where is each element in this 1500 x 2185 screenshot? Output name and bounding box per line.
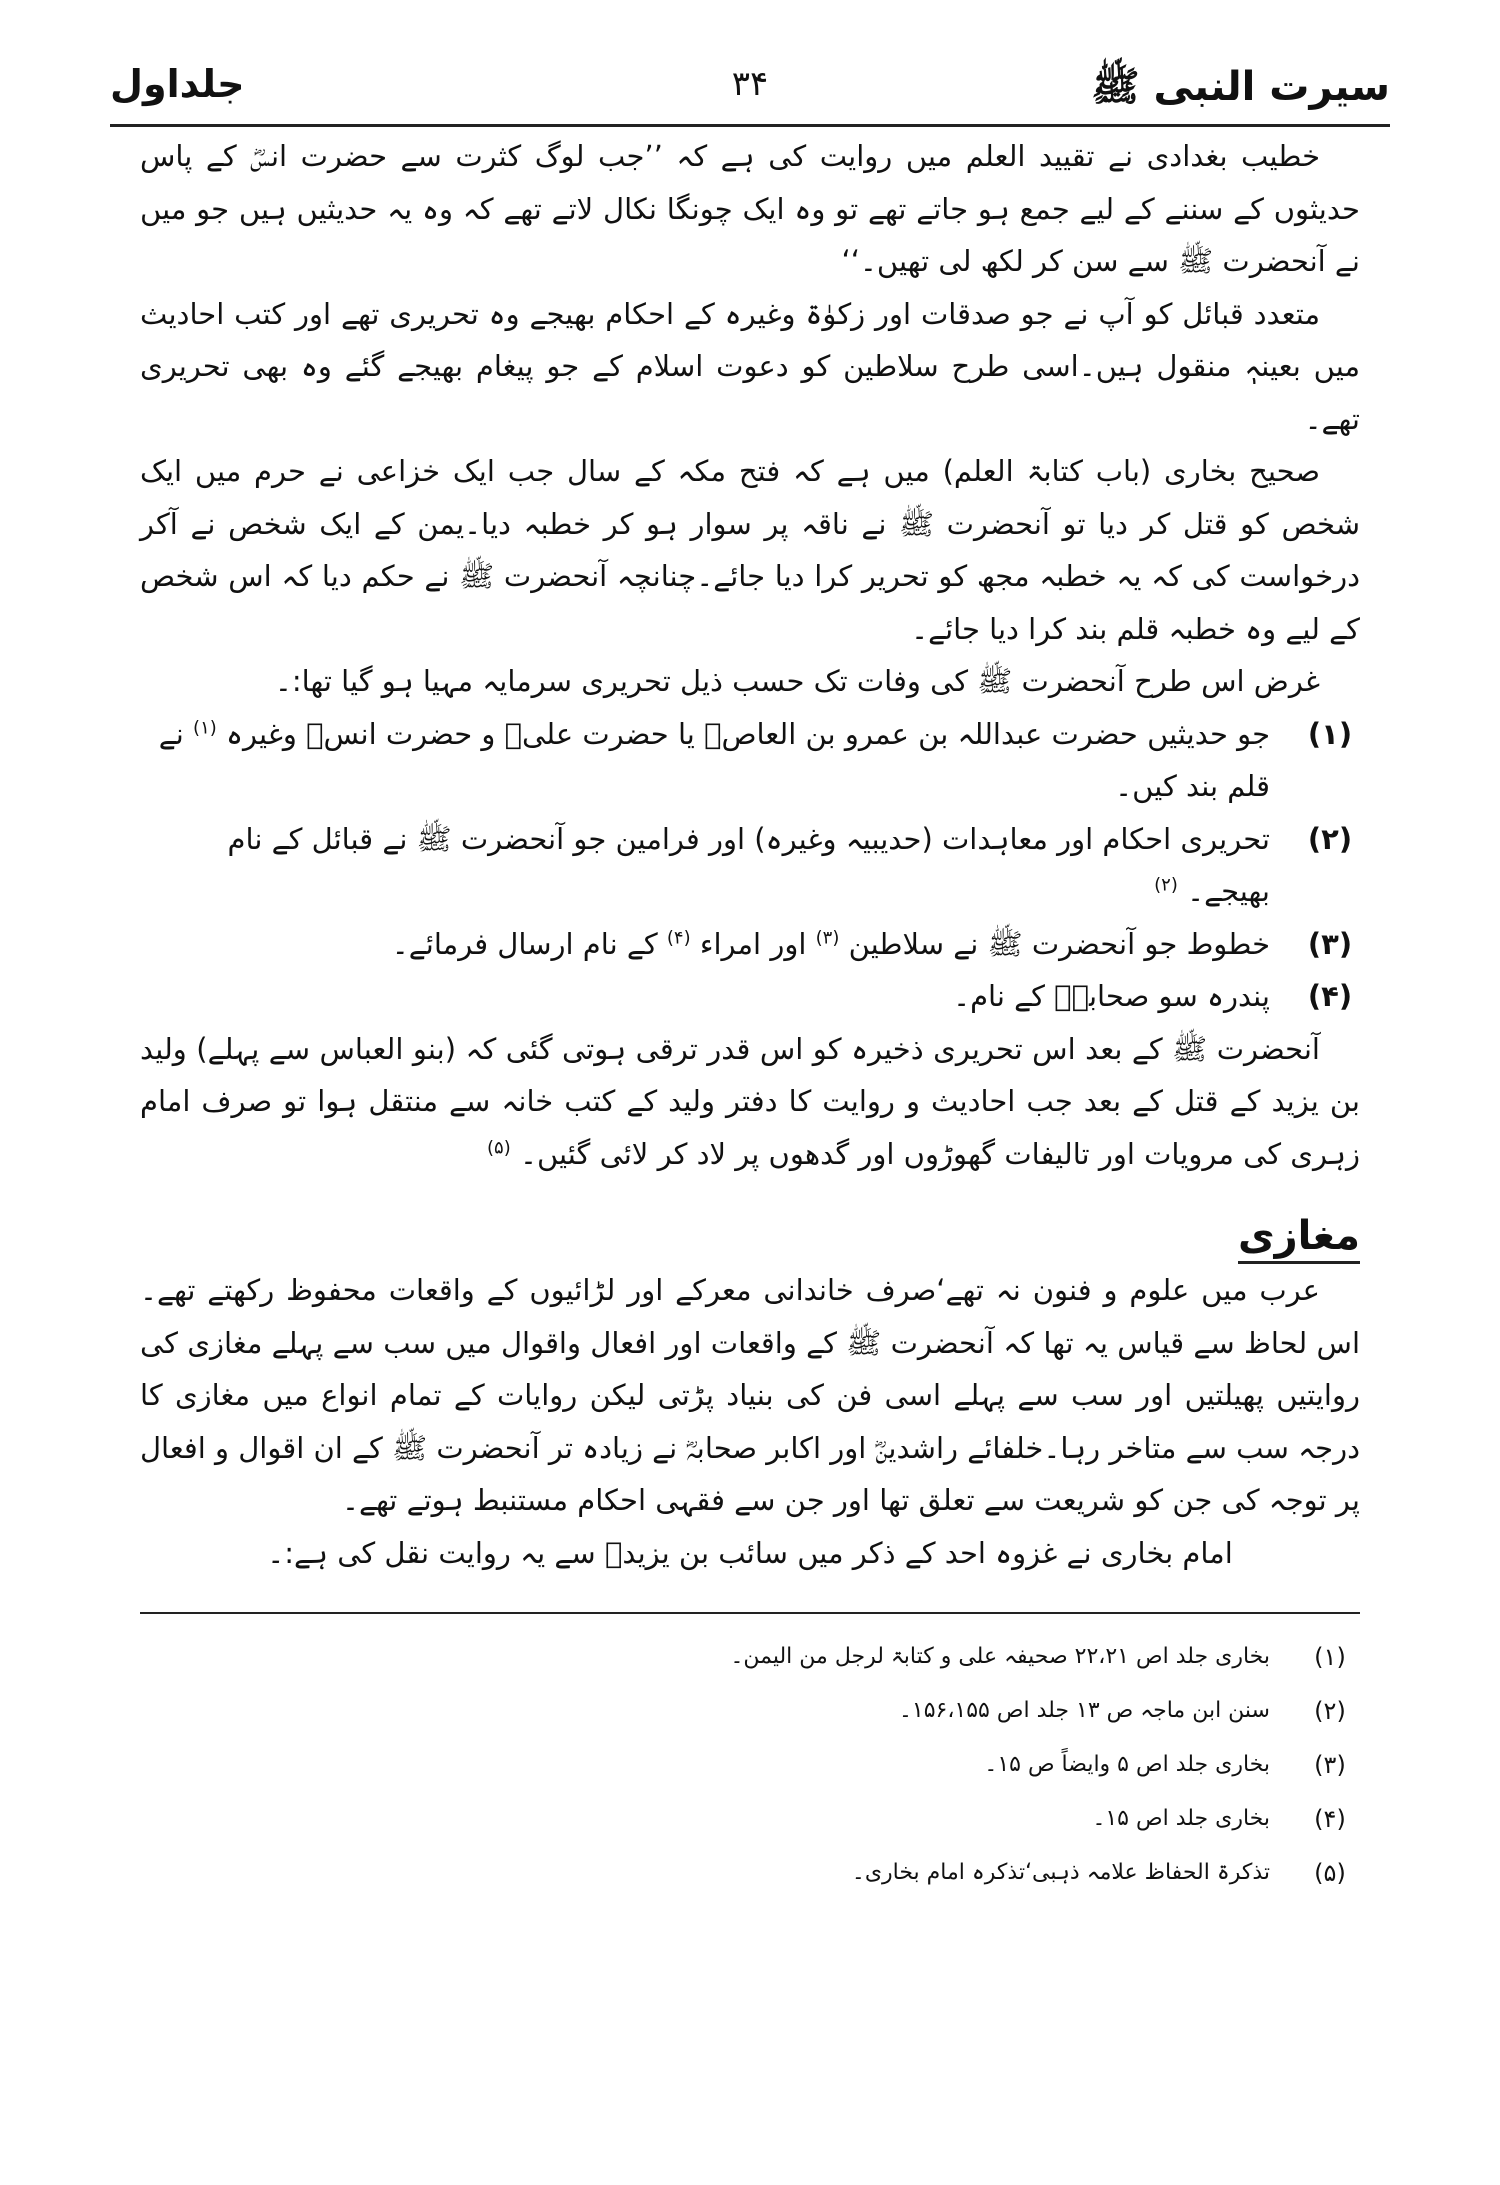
- footnote: [140, 1846, 1360, 1900]
- footnote-ref: (۲): [1154, 874, 1178, 896]
- footnote-text: بخاری جلد اص ۲۲،۲۱ صحیفہ علی و کتابۃ لرجل من الیمن۔: [730, 1644, 1270, 1669]
- footnote: [140, 1792, 1360, 1846]
- footnote-text: سنن ابن ماجہ ص ۱۳ جلد اص ۱۵۶،۱۵۵۔: [898, 1698, 1270, 1723]
- list-number: (۱): [1307, 716, 1353, 751]
- footnote-number: (۳): [1314, 1751, 1346, 1779]
- list-item: [140, 970, 1360, 1023]
- list-number: (۲): [1307, 821, 1353, 856]
- footnote-rule: [140, 1612, 1360, 1614]
- footnote-number: (۱): [1314, 1643, 1346, 1671]
- list-text-tail: نے قلم بند کیں۔: [158, 716, 1270, 803]
- holdings-list: [140, 708, 1360, 1023]
- footnote: [140, 1684, 1360, 1738]
- footnote-text: بخاری جلد اص ۵ وایضاً ص ۱۵۔: [984, 1752, 1270, 1777]
- footnote-text: تذکرۃ الحفاظ علامہ ذہبی‘تذکرہ امام بخاری۔: [851, 1860, 1270, 1885]
- page-number: ۳۴: [731, 64, 769, 104]
- list-text: پندرہ سو صحابہؓ کے نام۔: [953, 979, 1270, 1013]
- paragraph-4: غرض اس طرح آنحضرت ﷺ کی وفات تک حسب ذیل تحریری سرمایہ مہیا ہو گیا تھا:۔: [274, 664, 1320, 698]
- list-text: تحریری احکام اور معاہدات (حدیبیہ وغیرہ) اور فرامین جو آنحضرت ﷺ نے قبائل کے نام بھیجے۔: [227, 821, 1270, 908]
- footnote-ref: (۱): [193, 716, 217, 738]
- footnote-number: (۲): [1314, 1697, 1346, 1725]
- list-text-tail: کے نام ارسال فرمائے۔: [391, 926, 658, 961]
- list-number: (۳): [1307, 926, 1353, 961]
- page-header: [110, 62, 1390, 132]
- running-title: سیرت النبی ﷺ: [1091, 64, 1390, 110]
- paragraph-1: خطیب بغدادی نے تقیید العلم میں روایت کی ہے کہ ’’جب لوگ کثرت سے حضرت انسؓ کے پاس حدیثوں کے سننے کے لیے جمع ہو جاتے تھے تو وہ ایک چونگا نکال لاتے تھے کہ وہ یہ حدیثیں ہیں جو میں نے آنحضرت ﷺ سے سن کر لکھ لی تھیں۔‘‘: [140, 139, 1360, 278]
- footnote-ref: (۳): [815, 926, 840, 948]
- footnote-number: (۵): [1314, 1859, 1346, 1887]
- footnotes: [140, 1630, 1360, 1900]
- list-text: خطوط جو آنحضرت ﷺ نے سلاطین: [848, 926, 1270, 961]
- list-text: جو حدیثیں حضرت عبداللہ بن عمرو بن العاصؓ یا حضرت علیؓ و حضرت انسؓ وغیرہ: [225, 716, 1270, 751]
- list-number: (۴): [1307, 979, 1353, 1013]
- section-heading-text: مغازی: [1238, 1213, 1360, 1264]
- footnote-ref: (۵): [487, 1136, 511, 1158]
- section-heading: [140, 1208, 1360, 1264]
- footnote: [140, 1630, 1360, 1684]
- main-text: [140, 130, 1360, 1579]
- paragraph-6: عرب میں علوم و فنون نہ تھے‘صرف خاندانی معرکے اور لڑائیوں کے واقعات محفوظ رکھتے تھے۔اس لحاظ سے قیاس یہ تھا کہ آنحضرت ﷺ کے واقعات اور افعال واقوال میں سب سے پہلے مغازی کی روایتیں پھیلتیں اور سب سے پہلے اسی فن کی بنیاد پڑتی لیکن روایات کے تمام انواع میں مغازی کا درجہ سب سے متاخر رہا۔خلفائے راشدینؓ اور اکابر صحابہؓ نے زیادہ تر آنحضرت ﷺ کے ان اقوال و افعال پر توجہ کی جن کو شریعت سے تعلق تھا اور جن سے فقہی احکام مستنبط ہوتے تھے۔: [139, 1273, 1360, 1517]
- list-item: [140, 918, 1360, 971]
- footnote: [140, 1738, 1360, 1792]
- paragraph-7: امام بخاری نے غزوہ احد کے ذکر میں سائب بن یزیدؓ سے یہ روایت نقل کی ہے:۔: [267, 1535, 1233, 1570]
- footnote-ref: (۴): [666, 926, 691, 948]
- list-text-tail: اور امراء: [699, 926, 807, 961]
- volume-label: جلداول: [110, 62, 245, 106]
- footnote-text: بخاری جلد اص ۱۵۔: [1092, 1806, 1270, 1831]
- header-rule: [110, 124, 1390, 127]
- paragraph-2: متعدد قبائل کو آپ نے جو صدقات اور زکوٰۃ وغیرہ کے احکام بھیجے وہ تحریری تھے اور کتب احادیث میں بعینہٖ منقول ہیں۔اسی طرح سلاطین کو دعوت اسلام کے جو پیغام بھیجے گئے وہ بھی تحریری تھے۔: [140, 296, 1360, 436]
- paragraph-5-text: آنحضرت ﷺ کے بعد اس تحریری ذخیرہ کو اس قدر ترقی ہوتی گئی کہ (بنو العباس سے پہلے) ولید بن یزید کے قتل کے بعد جب احادیث و روایت کا دفتر ولید کے کتب خانہ سے منتقل ہوا تو صرف امام زہری کی مرویات اور تالیفات گھوڑوں اور گدھوں پر لاد کر لائی گئیں۔: [140, 1031, 1360, 1171]
- paragraph-3: صحیح بخاری (باب کتابۃ العلم) میں ہے کہ فتح مکہ کے سال جب ایک خزاعی نے حرم میں ایک شخص کو قتل کر دیا تو آنحضرت ﷺ نے ناقہ پر سوار ہو کر خطبہ دیا۔یمن کے ایک شخص نے آکر درخواست کی کہ یہ خطبہ مجھ کو تحریر کرا دیا جائے۔چنانچہ آنحضرت ﷺ نے حکم دیا کہ اس شخص کے لیے وہ خطبہ قلم بند کرا دیا جائے۔: [140, 454, 1360, 646]
- list-item: [140, 708, 1360, 813]
- footnote-number: (۴): [1314, 1805, 1346, 1833]
- paragraph-5: [140, 1023, 1360, 1181]
- list-item: [140, 813, 1360, 918]
